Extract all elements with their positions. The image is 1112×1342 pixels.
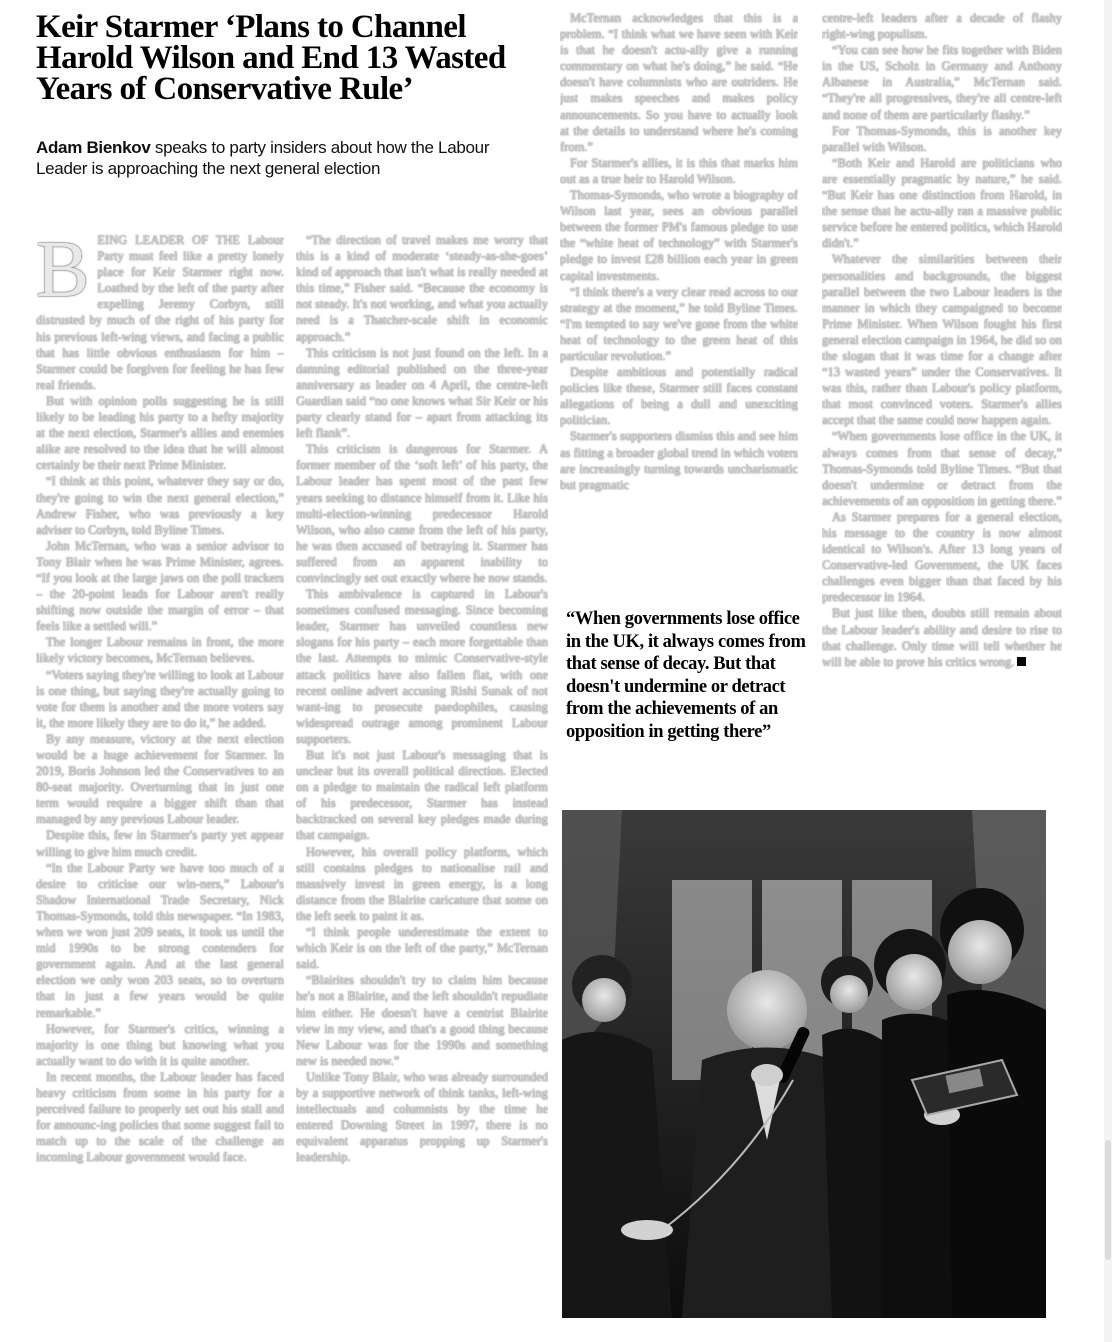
paragraph: Whatever the similarities between their personalities and backgrounds, the biggest parallel between the two Labour leaders is the manner in which they campaigned to become Prime Minister. When Wilson fought his first general election campaign in 1964, he did so on the slogan that it was time for a change after “13 wasted years” under the Conservatives. It was this, rather than Labour's policy platform, that most convinced voters. Starmer's allies accept that the same could now happen again. [822,252,1062,428]
paragraph: This criticism is dangerous for Starmer. A former member of the ‘soft left’ of his party, the Labour leader has spent most of the past few years seeking to distance himself from it. Like his multi-election-winning predecessor Harold Wilson, who also came from the left of his party, he was then accused of betraying it. Starmer has suffered from an apparent inability to convincingly set out exactly where he now stands. [296,442,548,585]
pull-quote: “When governments lose office in the UK, it always comes from that sense of decay. But that doesn't undermine or detract from the achievements of an opposition in getting there” [566,609,806,742]
scrollbar-thumb[interactable] [1105,1140,1111,1260]
paragraph: But it's not just Labour's messaging that is unclear but its overall political direction. Elected on a pledge to maintain the radical left platform of his predecessor, Starmer has instead backtracked on several key pledges made during that campaign. [296,748,548,843]
paragraph: “I think people underestimate the extent to which Keir is on the left of the party,” McTernan said. [296,925,548,972]
paragraph: centre-left leaders after a decade of flashy right-wing populism. [822,11,1062,42]
paragraph: “Blairites shouldn't try to claim him because he's not a Blairite, and the left shouldn't repudiate him either. He doesn't have a centrist Blairite view in my view, and that's a good thing because New Labour was for the 1990s and something new is needed now.” [296,973,548,1068]
paragraph: For Starmer's allies, it is this that marks him out as a true heir to Harold Wilson. [560,155,798,186]
article-column-3 [560,10,798,530]
person-face [886,954,942,1010]
hand [621,1220,673,1240]
person-face [582,978,626,1022]
standfirst-text: speaks to party insiders about how the Labour Leader is approaching the next general election [36,138,490,178]
paragraph: However, his overall policy platform, which still contains pledges to nationalise rail and massively invest in green energy, is a long distance from the Blairite caricature that some on the left seek to paint it as. [296,844,548,923]
paragraph: “You can see how he fits together with Biden in the US, Scholz in Germany and Anthony Albanese in Australia,” McTernan said. “They're all progressives, they're all centre-left and none of them are particularly flashy.” [822,43,1062,122]
paragraph: The longer Labour remains in front, the more likely victory becomes, McTernan believes. [36,635,284,666]
photo-illustration [562,810,1046,1318]
article-standfirst [36,137,536,179]
end-of-article-mark [1017,657,1026,666]
paragraph: EING LEADER OF THE Labour Party must feel like a pretty lonely place for Keir Starmer right now. Loathed by the left of the party after expelling Jeremy Corbyn, still distrusted by much of the right of his party for his previous left-wing views, and facing a public that has little obvious enthusiasm for him – Starmer could be forgiven for feeling he has few real friends. [36,233,284,392]
hand [751,1064,783,1086]
paragraph: Despite ambitious and potentially radical policies like these, Starmer still faces constant allegations of being a dull and unexciting politician. [560,365,798,428]
person-body [947,990,1046,1318]
paragraph: “Voters saying they're willing to look at Labour is one thing, but saying they're actually going to vote for them is another and the more voters say it, the more likely they are to do it,” he added. [36,667,284,730]
article-photo [562,810,1046,1318]
paragraph: However, for Starmer's critics, winning a majority is one thing but knowing what you actually want to do with it is quite another. [36,1021,284,1068]
paragraph: Starmer's supporters dismiss this and see him as fitting a broader global trend in which voters are increasingly turning towards uncharismatic but pragmatic [560,429,798,492]
paragraph: Thomas-Symonds, who wrote a biography of Wilson last year, sees an obvious parallel between the former PM's famous pledge to use the “white heat of technology” with Starmer's pledge to invest £28 billion each year in green capital investments. [560,188,798,283]
paragraph: By any measure, victory at the next election would be a huge achievement for Starmer. In 2019, Boris Johnson led the Conservatives to an 80-seat majority. Overturning that in just one term would require a bigger shift than that managed by any previous Labour leader. [36,731,284,827]
paragraph: “I think there's a very clear read across to our strategy at the moment,” he told Byline Times. “I'm tempted to say we've gone from the white heat of technology to the green heat of this particular revolution.” [560,284,798,363]
article-column-1 [36,232,284,1322]
paragraph: “In the Labour Party we have too much of a desire to criticise our win-ners,” Labour's Shadow International Trade Secretary, Nick Thomas-Symonds, told this newspaper. “In 1983, when we won just 209 seats, it took us until the mid 1990s to be strong contenders for government again. And at the last general election we only won 203 seats, so to overturn that in just a few years would be quite remarkable.” [36,860,284,1020]
paragraph: Despite this, few in Starmer's party yet appear willing to give him much credit. [36,828,284,859]
paragraph: This criticism is not just found on the left. In a damning editorial published on the three-year anniversary as leader on 4 April, the centre-left Guardian said “no one knows what Sir Keir or his party clearly stand for – apart from attacking its left flank”. [296,345,548,441]
paragraph: But with opinion polls suggesting he is still likely to be leading his party to a hefty majority at the next election, Starmer's allies and enemies alike are resolved to the idea that he will almost certainly be their next Prime Minister. [36,393,284,473]
paragraph: McTernan acknowledges that this is a problem. “I think what we have seen with Keir is that he doesn't actu-ally give a running commentary on what he's doing,” he said. “He doesn't have columnists who are outriders. He just makes speeches and makes policy announcements. So you have to actually look at the details to understand where he's coming from.” [560,11,798,154]
article-headline: Keir Starmer ‘Plans to Channel Harold Wilson and End 13 Wasted Years of Conservative Rule’ [36,9,506,107]
paragraph: “The direction of travel makes me worry that this is a kind of moderate ‘steady-as-she-goes’ kind of approach that isn't what is really needed at this time,” Fisher said. “Because the economy is not steady. It's not working, and what you actually need is a Thatcher-scale shift in economic approach.” [296,233,548,344]
paragraph: “I think at this point, whatever they say or do, they're going to win the next general election,” Andrew Fisher, who was previously a key adviser to Corbyn, told Byline Times. [36,474,284,537]
person-face [830,975,868,1013]
article-column-4 [822,10,1062,770]
paragraph: In recent months, the Labour leader has faced heavy criticism from some in his party for a perceived failure to properly set out his stall and for announc-ing policies that some suggest fail to match up to the scale of the challenge an incoming Labour government would face. [36,1069,284,1165]
paragraph-text: But just like then, doubts still remain about the Labour leader's ability and desire to rise to that challenge. Only time will tell whether he will be able to prove his critics wrong. [822,606,1062,669]
person-body [822,1029,892,1318]
person-face [948,920,1012,984]
paragraph: This ambivalence is captured in Labour's sometimes confused messaging. Since becoming leader, Starmer has unveiled countless new slogans for his party – each more forgettable than the last. Attempts to mimic Conservative-style attack politics have also fallen flat, with one recent online advert accusing Rishi Sunak of not want-ing to prosecute paedophiles, causing widespread outrage among prominent Labour supporters. [296,587,548,746]
paragraph [822,605,1062,669]
paragraph: “Both Keir and Harold are politicians who are essentially pragmatic by nature,” he said. “But Keir has one distinction from Harold, in the sense that he actu-ally ran a massive public service before he entered politics, which Harold didn't.” [822,155,1062,251]
paragraph: Unlike Tony Blair, who was already surrounded by a supportive network of think tanks, left-wing intellectuals and columnists by the time he entered Downing Street in 1997, there is no equivalent apparatus propping up Starmer's leadership. [296,1069,548,1165]
paragraph: “When governments lose office in the UK, it always comes from that sense of decay,” Thomas-Symonds told Byline Times. “But that doesn't undermine or detract from the achievements of an opposition in getting there.” [822,429,1062,508]
paragraph: John McTernan, who was a senior advisor to Tony Blair when he was Prime Minister, agrees. “If you look at the large jaws on the poll trackers – the 20-point leads for Labour aren't really shifting now outside the margin of error – that feels like a settled will.” [36,538,284,634]
article-column-2 [296,232,548,1322]
paragraph: As Starmer prepares for a general election, his message to the country is now almost identical to Wilson's. After 13 long years of Conservative-led Government, the UK faces challenges even bigger than that faced by his predecessor in 1964. [822,509,1062,605]
author-byline[interactable]: Adam Bienkov [36,138,151,157]
paragraph: For Thomas-Symonds, this is another key parallel with Wilson. [822,123,1062,154]
drop-cap: B [36,232,90,314]
